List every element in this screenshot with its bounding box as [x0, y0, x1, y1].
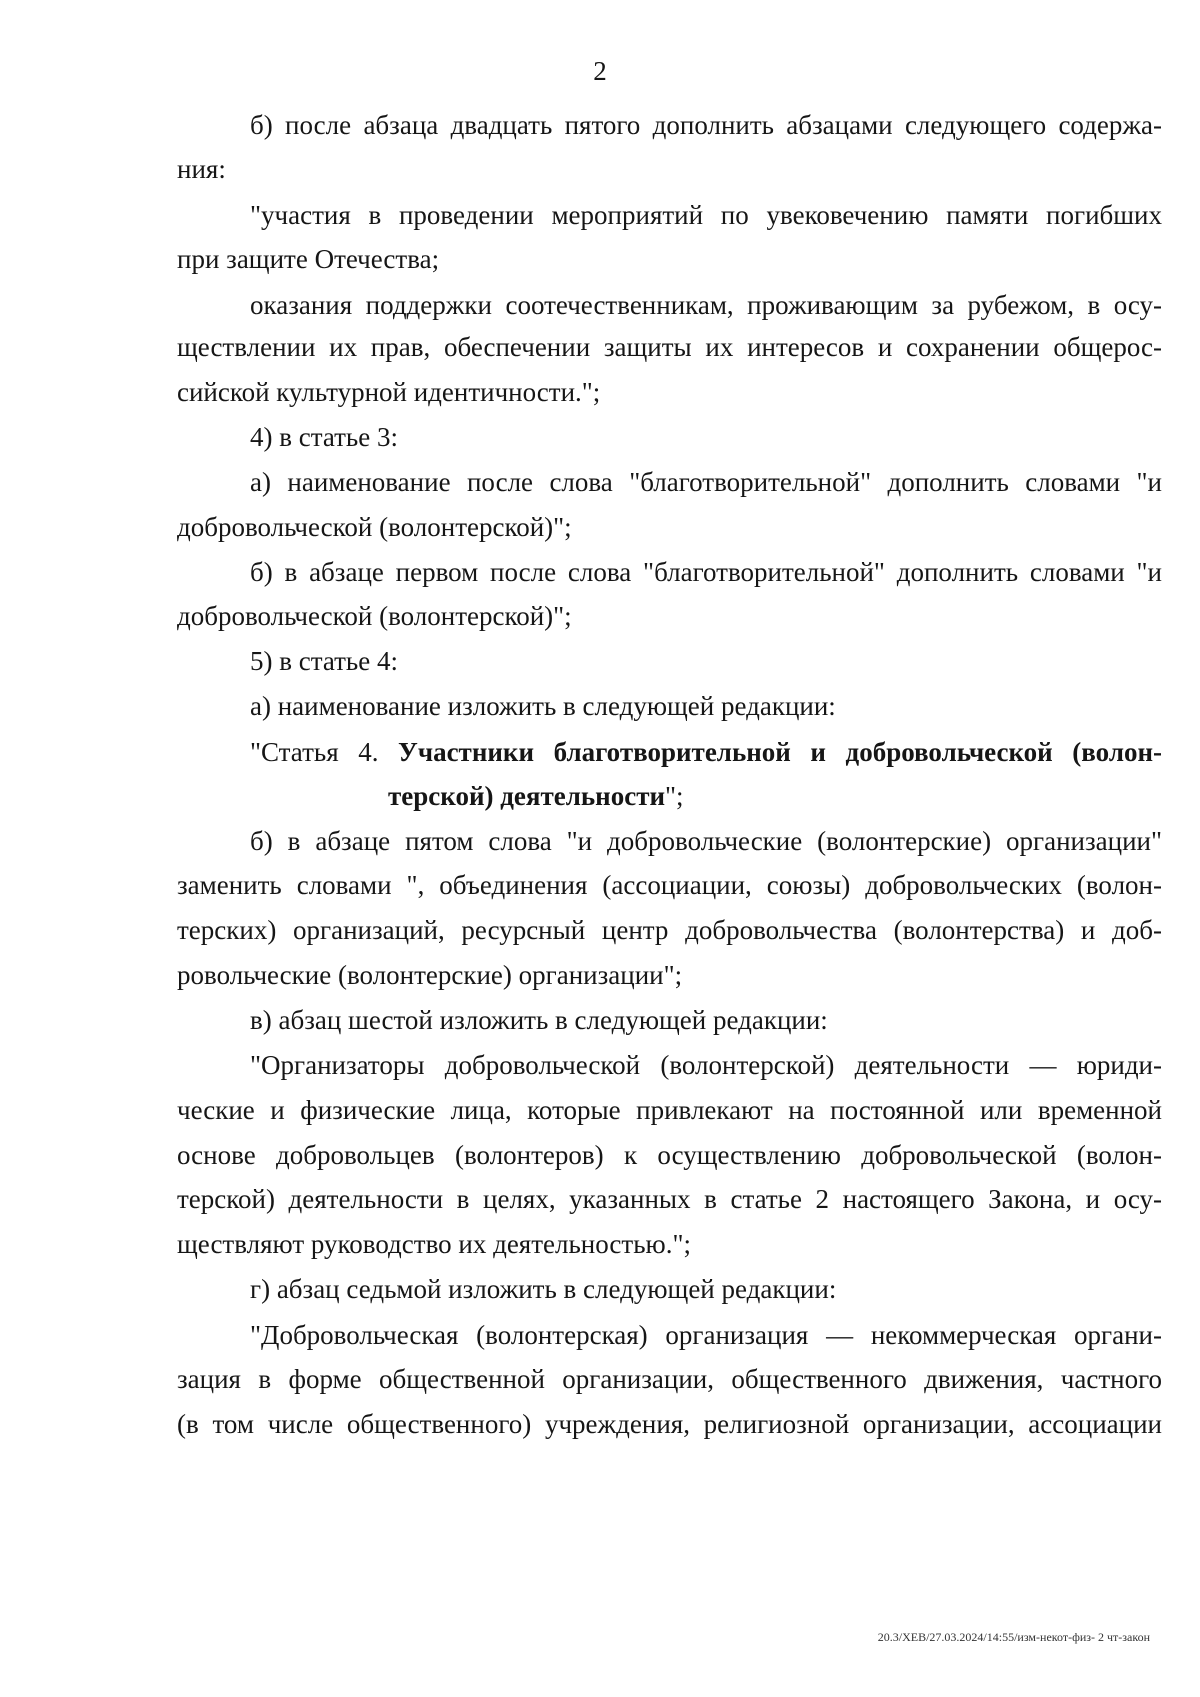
text-line: ществляют руководство их деятельностью."; [177, 1229, 691, 1259]
text-line: "Организаторы добровольческой (волонтерской) деятельности — юриди- [250, 1050, 1162, 1080]
text-line: оказания поддержки соотечественникам, проживающим за рубежом, в осу- [250, 290, 1162, 320]
text-line: заменить словами ", объединения (ассоциации, союзы) добровольческих (волон- [177, 870, 1162, 900]
article-title-line [250, 735, 1162, 769]
page-number: 2 [593, 56, 607, 86]
text-line: ческие и физические лица, которые привлекают на постоянной или временной [177, 1095, 1162, 1125]
text-line: б) в абзаце пятом слова "и добровольческие (волонтерские) организации" [250, 826, 1162, 856]
text-line: ния: [177, 154, 226, 184]
text-line: основе добровольцев (волонтеров) к осуществлению добровольческой (волон- [177, 1140, 1162, 1170]
text-line: добровольческой (волонтерской)"; [177, 512, 572, 542]
text-line: "Добровольческая (волонтерская) организация — некоммерческая органи- [250, 1320, 1162, 1350]
text-line: 4) в статье 3: [250, 422, 398, 452]
text-line: добровольческой (волонтерской)"; [177, 601, 572, 631]
text-line: а) наименование изложить в следующей редакции: [250, 691, 836, 721]
text-line: ровольческие (волонтерские) организации"; [177, 960, 683, 990]
text-line: б) в абзаце первом после слова "благотворительной" дополнить словами "и [250, 557, 1162, 587]
text-line: сийской культурной идентичности."; [177, 377, 601, 407]
article-title-suffix: "; [665, 781, 684, 811]
article-title-bold: терской) деятельности [388, 781, 666, 811]
document-footer-code: 20.3/ХЕВ/27.03.2024/14:55/изм-некот-физ- 2 чт-закон [877, 1630, 1150, 1644]
article-label: "Статья 4. [250, 737, 379, 767]
text-line: при защите Отечества; [177, 244, 440, 274]
text-line: б) после абзаца двадцать пятого дополнить абзацами следующего содержа- [250, 110, 1162, 140]
text-line: зация в форме общественной организации, общественного движения, частного [177, 1364, 1162, 1394]
article-title-line [388, 779, 1162, 813]
text-line: в) абзац шестой изложить в следующей редакции: [250, 1005, 828, 1035]
text-line: 5) в статье 4: [250, 646, 398, 676]
text-line: терских) организаций, ресурсный центр добровольчества (волонтерства) и доб- [177, 915, 1162, 945]
article-title-bold: Участники благотворительной и добровольческой (волон- [398, 737, 1163, 767]
text-line: терской) деятельности в целях, указанных в статье 2 настоящего Закона, и осу- [177, 1184, 1162, 1214]
text-line: а) наименование после слова "благотворительной" дополнить словами "и [250, 467, 1162, 497]
text-line: (в том числе общественного) учреждения, религиозной организации, ассоциации [177, 1409, 1162, 1439]
text-line: г) абзац седьмой изложить в следующей редакции: [250, 1274, 837, 1304]
text-line: ществлении их прав, обеспечении защиты их интересов и сохранении общерос- [177, 332, 1162, 362]
text-line: "участия в проведении мероприятий по увековечению памяти погибших [250, 200, 1162, 230]
